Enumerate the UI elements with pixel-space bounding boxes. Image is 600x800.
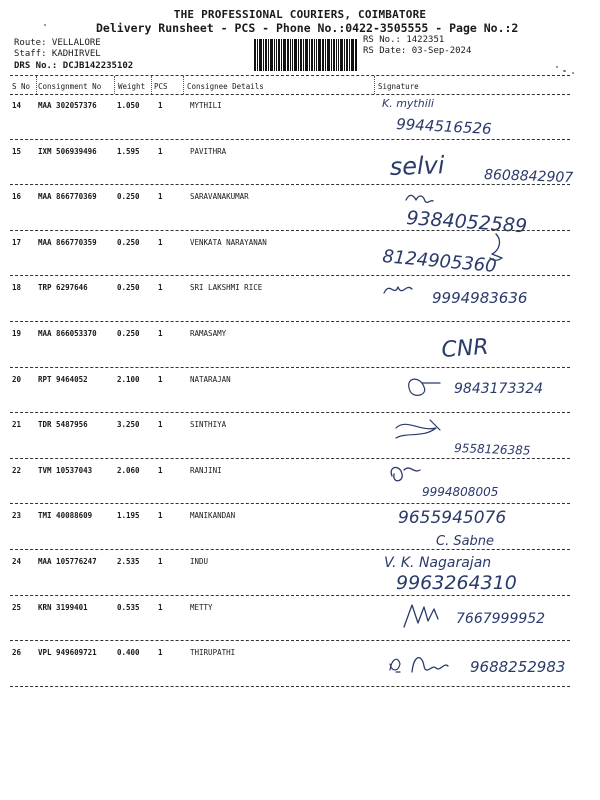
column-header-pcs: PCS <box>154 82 168 91</box>
row-divider <box>10 139 570 140</box>
column-divider <box>183 76 184 94</box>
row-sno: 15 <box>12 146 22 156</box>
scan-speck <box>572 72 574 74</box>
row-pcs: 1 <box>158 237 163 247</box>
column-divider <box>36 76 37 94</box>
row-divider <box>10 367 570 368</box>
row-sno: 24 <box>12 557 22 566</box>
row-weight: 0.535 <box>117 602 140 612</box>
barcode-image <box>254 39 358 71</box>
row-consignee: SRI LAKSHMI RICE <box>190 283 263 293</box>
row-pcs: 1 <box>158 374 163 384</box>
column-header-consignment: Consignment No <box>38 82 102 91</box>
signature-area <box>376 551 590 595</box>
signature-area <box>376 505 590 549</box>
signature-text: 8608842907 <box>483 166 574 186</box>
row-consignee: THIRUPATHI <box>190 648 236 658</box>
row-consignment-no: MAA 866053370 <box>38 329 97 338</box>
signature-text: 9963264310 <box>396 572 517 594</box>
row-sno: 20 <box>12 374 22 384</box>
row-divider <box>10 184 570 185</box>
signature-scribble <box>412 658 448 672</box>
row-weight: 1.195 <box>117 511 140 521</box>
table-row <box>0 505 600 551</box>
signature-text: K. mythili <box>382 97 434 110</box>
signature-text: 9558126385 <box>453 441 531 458</box>
signature-text: 9994808005 <box>422 484 499 499</box>
row-sno: 14 <box>12 101 22 110</box>
row-weight: 0.250 <box>117 192 140 202</box>
table-row <box>0 551 600 597</box>
row-sno: 16 <box>12 192 22 202</box>
row-divider <box>10 503 570 504</box>
row-divider <box>10 595 570 596</box>
row-consignee: RAMASAMY <box>190 329 227 338</box>
row-consignment-no: MAA 866770359 <box>38 237 97 247</box>
signature-area <box>376 597 590 641</box>
column-divider <box>114 76 115 94</box>
company-title: THE PROFESSIONAL COURIERS, COIMBATORE <box>173 8 427 21</box>
row-divider <box>10 640 570 641</box>
row-sno: 21 <box>12 420 22 430</box>
row-consignee: SINTHIYA <box>190 420 227 430</box>
row-sno: 23 <box>12 511 22 521</box>
table-row <box>0 232 600 278</box>
row-sno: 19 <box>12 329 22 338</box>
row-pcs: 1 <box>158 192 163 202</box>
row-pcs: 1 <box>158 101 163 110</box>
row-weight: 0.250 <box>117 283 140 293</box>
table-row <box>0 369 600 415</box>
row-consignment-no: MAA 105776247 <box>38 557 97 566</box>
table-row <box>0 95 600 141</box>
row-pcs: 1 <box>158 602 163 612</box>
row-sno: 17 <box>12 237 22 247</box>
row-sno: 25 <box>12 602 22 612</box>
drs-label: DRS No.: <box>14 61 58 71</box>
signature-area <box>376 369 590 413</box>
signature-scribble <box>390 659 400 672</box>
table-row <box>0 414 600 460</box>
signature-area <box>376 186 590 238</box>
signature-scribble <box>406 196 433 203</box>
row-weight: 1.595 <box>117 146 140 156</box>
table-row <box>0 186 600 238</box>
column-divider <box>151 76 152 94</box>
drs-number <box>14 61 133 72</box>
signature-area <box>376 277 590 321</box>
row-pcs: 1 <box>158 557 163 566</box>
row-weight: 2.100 <box>117 374 140 384</box>
row-consignment-no: TRP 6297646 <box>38 283 88 293</box>
row-divider <box>10 230 570 231</box>
row-weight: 1.050 <box>117 101 140 110</box>
row-consignee: MYTHILI <box>190 101 222 110</box>
runsheet-subtitle: Delivery Runsheet - PCS - Phone No.:0422-3505555 - Page No.:2 <box>96 21 519 35</box>
row-sno: 18 <box>12 283 22 293</box>
table-row <box>0 460 600 506</box>
row-consignee: RANJINI <box>190 465 222 475</box>
row-consignment-no: IXM 506939496 <box>38 146 97 156</box>
row-consignment-no: MAA 866770369 <box>38 192 97 202</box>
drs-value: DCJB142235102 <box>62 61 134 71</box>
row-pcs: 1 <box>158 146 163 156</box>
row-pcs: 1 <box>158 511 163 521</box>
header-top-rule <box>10 75 570 76</box>
row-consignee: SARAVANAKUMAR <box>190 192 249 202</box>
signature-text: 9688252983 <box>470 658 566 677</box>
signature-text: C. Sabne <box>436 534 495 550</box>
signature-text: 9655945076 <box>398 508 507 529</box>
signature-scribble <box>384 287 412 293</box>
row-pcs: 1 <box>158 420 163 430</box>
signature-text: 9944516526 <box>395 115 493 138</box>
scan-speck <box>563 70 566 72</box>
row-consignee: VENKATA NARAYANAN <box>190 237 267 247</box>
signature-text: V. K. Nagarajan <box>384 555 492 571</box>
column-divider <box>374 76 375 94</box>
signature-area <box>376 642 590 686</box>
column-header-weight: Weight <box>118 82 146 91</box>
row-consignment-no: RPT 9464052 <box>38 374 88 384</box>
row-consignment-no: VPL 949609721 <box>38 648 97 658</box>
table-row <box>0 597 600 643</box>
row-weight: 2.060 <box>117 465 140 475</box>
row-consignment-no: TVM 10537043 <box>38 465 93 475</box>
signature-area <box>376 460 590 504</box>
row-divider <box>10 321 570 322</box>
signature-area <box>376 323 590 367</box>
row-consignment-no: KRN 3199401 <box>38 602 88 612</box>
scan-speck <box>556 66 558 68</box>
row-sno: 26 <box>12 648 22 658</box>
row-divider <box>10 412 570 413</box>
scan-speck <box>44 24 46 26</box>
signature-area <box>376 95 590 139</box>
row-pcs: 1 <box>158 283 163 293</box>
table-row <box>0 323 600 369</box>
staff-info: Staff: KADHIRVEL <box>14 49 101 59</box>
signature-scribble <box>396 420 440 438</box>
row-weight: 0.250 <box>117 237 140 247</box>
signature-scribble <box>409 379 440 395</box>
row-divider <box>10 549 570 550</box>
row-consignee: INDU <box>190 557 209 566</box>
row-weight: 3.250 <box>117 420 140 430</box>
column-header-sno: S No <box>12 82 31 91</box>
signature-scribble <box>404 605 438 627</box>
row-consignee: METTY <box>190 602 213 612</box>
signature-area <box>376 232 590 276</box>
signature-text: 7667999952 <box>456 610 546 627</box>
signature-area <box>376 414 590 458</box>
signature-text: 9384052589 <box>405 207 528 238</box>
row-weight: 0.400 <box>117 648 140 658</box>
row-consignment-no: TMI 40088609 <box>38 511 93 521</box>
column-header-signature: Signature <box>378 82 419 91</box>
row-divider <box>10 686 570 687</box>
table-row <box>0 277 600 323</box>
signature-text: 9994983636 <box>432 289 528 308</box>
signature-text: selvi <box>389 150 445 181</box>
row-divider <box>10 458 570 459</box>
rs-number: RS No.: 1422351 <box>363 35 445 45</box>
row-pcs: 1 <box>158 329 163 338</box>
row-consignee: NATARAJAN <box>190 374 231 384</box>
table-row <box>0 642 600 688</box>
row-weight: 2.535 <box>117 557 140 566</box>
row-consignment-no: MAA 302057376 <box>38 101 97 110</box>
row-divider <box>10 275 570 276</box>
rs-date: RS Date: 03-Sep-2024 <box>363 46 472 56</box>
row-pcs: 1 <box>158 465 163 475</box>
signature-text: CNR <box>440 334 490 363</box>
signature-area <box>376 141 590 185</box>
row-consignment-no: TDR 5487956 <box>38 420 88 430</box>
signature-scribble <box>391 467 420 480</box>
signature-text: 9843173324 <box>454 380 544 397</box>
signature-text: 8124905360 <box>381 245 498 277</box>
route-info: Route: VELLALORE <box>14 38 101 48</box>
row-weight: 0.250 <box>117 329 140 338</box>
row-consignee: MANIKANDAN <box>190 511 236 521</box>
row-sno: 22 <box>12 465 22 475</box>
row-consignee: PAVITHRA <box>190 146 227 156</box>
table-row <box>0 141 600 187</box>
row-pcs: 1 <box>158 648 163 658</box>
column-header-consignee: Consignee Details <box>187 82 264 91</box>
